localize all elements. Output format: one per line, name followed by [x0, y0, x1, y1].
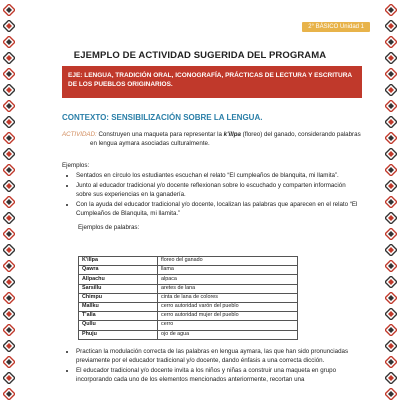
vocab-section [62, 256, 362, 340]
vocab-term: K'illpa [79, 257, 158, 266]
bullet-list-1 [62, 172, 362, 219]
border-diamond-icon [3, 356, 15, 368]
border-diamond-icon [385, 260, 397, 272]
border-diamond-icon [3, 4, 15, 16]
border-diamond-icon [3, 100, 15, 112]
border-diamond-icon [3, 180, 15, 192]
border-diamond-icon [385, 148, 397, 160]
border-diamond-icon [385, 36, 397, 48]
border-diamond-icon [3, 68, 15, 80]
table-row [79, 293, 298, 302]
border-diamond-icon [385, 340, 397, 352]
list-item: • Practican la modulación correcta de las palabras en lengua aymara, las que han sido pronunciadas previamente por el educador tradicional y/o docente, dando énfasis a una correcta dicción. [76, 348, 362, 366]
border-diamond-icon [385, 324, 397, 336]
table-row [79, 330, 298, 339]
vocab-term: Phuju [79, 330, 158, 339]
border-diamond-icon [385, 68, 397, 80]
border-diamond-icon [3, 388, 15, 400]
list-item: • Sentados en círculo los estudiantes escuchan el relato “El cumpleaños de blanquita, mi llamita”. [76, 172, 362, 181]
border-diamond-icon [385, 372, 397, 384]
grade-unit-badge: 2° BÁSICO Unidad 1 [302, 22, 370, 32]
border-diamond-icon [3, 36, 15, 48]
border-diamond-icon [3, 324, 15, 336]
table-row [79, 266, 298, 275]
border-diamond-icon [385, 212, 397, 224]
border-diamond-icon [385, 292, 397, 304]
border-diamond-icon [3, 212, 15, 224]
table-row [79, 257, 298, 266]
actividad-paragraph [62, 131, 362, 149]
border-diamond-icon [385, 308, 397, 320]
vocab-meaning: alpaca [158, 275, 298, 284]
border-diamond-icon [385, 244, 397, 256]
border-diamond-icon [385, 20, 397, 32]
border-diamond-icon [3, 132, 15, 144]
border-diamond-icon [3, 244, 15, 256]
actividad-term: k'illpa [223, 131, 241, 138]
vocab-meaning: floreo del ganado [158, 257, 298, 266]
vocab-meaning: cinta de lana de colores [158, 293, 298, 302]
vocab-term: Qawra [79, 266, 158, 275]
practice-section [62, 348, 362, 386]
border-diamond-icon [3, 308, 15, 320]
border-diamond-icon [3, 196, 15, 208]
border-diamond-icon [3, 292, 15, 304]
vocab-table [78, 256, 298, 340]
border-diamond-icon [385, 164, 397, 176]
border-diamond-icon [385, 388, 397, 400]
border-diamond-icon [3, 148, 15, 160]
vocab-term: Chimpu [79, 293, 158, 302]
border-diamond-icon [3, 276, 15, 288]
vocab-meaning: llama [158, 266, 298, 275]
vocab-meaning: cerro [158, 321, 298, 330]
actividad-text-after: (floreo) del ganado, considerando palabras en lengua aymara asociadas culturalmente. [90, 131, 361, 147]
border-diamond-icon [385, 196, 397, 208]
border-diamond-icon [385, 4, 397, 16]
list-item: • El educador tradicional y/o docente invita a los niños y niñas a construir una maqueta en grupo incorporando cada uno de los elementos mencionados anteriormente, recortan una [76, 367, 362, 385]
vocab-term: Allpachu [79, 275, 158, 284]
border-diamond-icon [385, 100, 397, 112]
table-row [79, 284, 298, 293]
border-diamond-icon [385, 356, 397, 368]
ejemplos-section [62, 162, 362, 236]
eje-text: EJE: LENGUA, TRADICIÓN ORAL, ICONOGRAFÍA, PRÁCTICAS DE LECTURA Y ESCRITURA DE LOS PUEBLOS ORIGINARIOS. [68, 72, 352, 89]
actividad-text-before: Construyen una maqueta para representar la [96, 131, 224, 138]
palabras-label: Ejemplos de palabras: [78, 223, 140, 231]
border-diamond-icon [385, 84, 397, 96]
vocab-meaning: ojo de agua [158, 330, 298, 339]
border-diamond-icon [3, 84, 15, 96]
vocab-term: Sarsillu [79, 284, 158, 293]
vocab-meaning: aretes de lana [158, 284, 298, 293]
table-row [79, 275, 298, 284]
vocab-term: T'alla [79, 312, 158, 321]
contexto-heading: CONTEXTO: SENSIBILIZACIÓN SOBRE LA LENGUA. [62, 113, 263, 122]
border-diamond-icon [3, 164, 15, 176]
vocab-term: Qullu [79, 321, 158, 330]
eje-banner [62, 66, 362, 98]
page-title: EJEMPLO DE ACTIVIDAD SUGERIDA DEL PROGRAMA [73, 50, 327, 61]
border-diamond-icon [3, 116, 15, 128]
ejemplos-label: Ejemplos: [62, 162, 90, 169]
border-diamond-icon [3, 228, 15, 240]
border-diamond-icon [3, 372, 15, 384]
list-item: • Con la ayuda del educador tradicional y/o docente, localizan las palabras que aparecen en el relato “El Cumpleaños de Blanquita, mi llamita.” [76, 201, 362, 219]
vocab-term: Mallku [79, 302, 158, 311]
table-row [79, 302, 298, 311]
border-diamond-icon [385, 228, 397, 240]
vocab-meaning: cerro autoridad varón del pueblo [158, 302, 298, 311]
border-diamond-icon [3, 340, 15, 352]
border-diamond-icon [385, 180, 397, 192]
table-row [79, 321, 298, 330]
border-diamond-icon [3, 260, 15, 272]
vocab-meaning: cerro autoridad mujer del pueblo [158, 312, 298, 321]
border-diamond-icon [385, 276, 397, 288]
border-diamond-icon [385, 116, 397, 128]
list-item: • Junto al educador tradicional y/o docente reflexionan sobre lo escuchado y comparten información sobre sus experiencias en la ganadería. [76, 182, 362, 200]
table-row [79, 312, 298, 321]
border-diamond-icon [385, 132, 397, 144]
bullet-list-2 [62, 348, 362, 385]
actividad-label: ACTIVIDAD: [62, 131, 97, 138]
border-diamond-icon [3, 20, 15, 32]
